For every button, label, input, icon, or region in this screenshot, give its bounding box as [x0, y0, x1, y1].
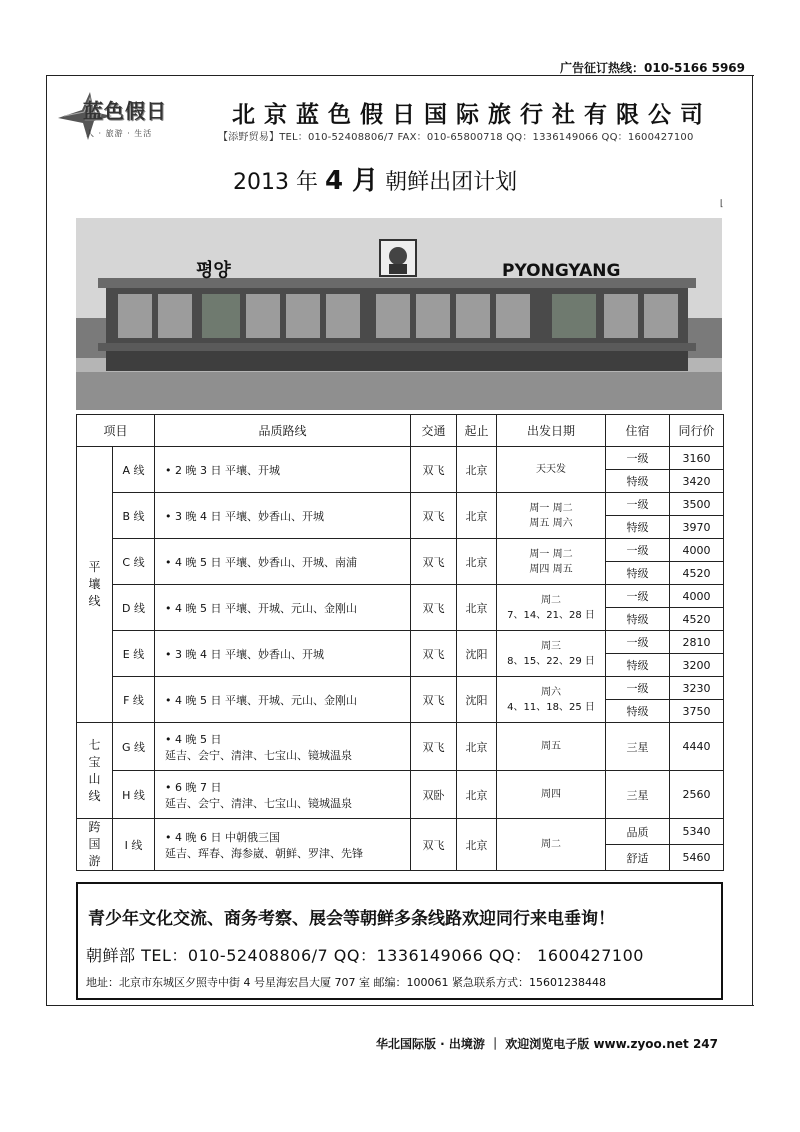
departure-city: 北京 [457, 493, 497, 539]
route-desc: • 3 晚 4 日 平壤、妙香山、开城 [155, 631, 411, 677]
title-subject: 朝鲜出团计划 [385, 170, 518, 195]
header-lodging: 住宿 [606, 415, 670, 447]
region-label: 七 宝 山 线 [77, 723, 113, 819]
departure-city: 北京 [457, 771, 497, 819]
itinerary-table [76, 414, 724, 871]
transport: 双飞 [411, 819, 457, 871]
transport: 双卧 [411, 771, 457, 819]
peer-price: 4520 [670, 608, 724, 631]
route-code: E 线 [113, 631, 155, 677]
header-city: 起止 [457, 415, 497, 447]
route-desc: • 4 晚 5 日 平壤、妙香山、开城、南浦 [155, 539, 411, 585]
departure-dates: 周二 7、14、21、28 日 [497, 585, 606, 631]
departure-city: 北京 [457, 723, 497, 771]
peer-price: 3420 [670, 470, 724, 493]
peer-price: 4520 [670, 562, 724, 585]
header-price: 同行价 [670, 415, 724, 447]
header-transport: 交通 [411, 415, 457, 447]
lodging-level: 一级 [606, 539, 670, 562]
transport: 双飞 [411, 539, 457, 585]
company-name: 北京蓝色假日国际旅行社有限公司 [232, 102, 712, 128]
lodging-level: 特级 [606, 700, 670, 723]
brand-logo-text: 蓝色假日 [83, 99, 167, 123]
route-desc: • 2 晚 3 日 平壤、开城 [155, 447, 411, 493]
page-title [233, 160, 517, 197]
lodging-level: 特级 [606, 608, 670, 631]
transport: 双飞 [411, 493, 457, 539]
lodging-level: 舒适 [606, 845, 670, 871]
lodging-level: 特级 [606, 516, 670, 539]
departure-dates: 周四 [497, 771, 606, 819]
route-desc: • 3 晚 4 日 平壤、妙香山、开城 [155, 493, 411, 539]
transport: 双飞 [411, 447, 457, 493]
departure-dates: 周三 8、15、22、29 日 [497, 631, 606, 677]
departure-dates: 周六 4、11、18、25 日 [497, 677, 606, 723]
route-code: B 线 [113, 493, 155, 539]
peer-price: 3970 [670, 516, 724, 539]
route-desc: • 4 晚 5 日 延吉、会宁、清津、七宝山、镜城温泉 [155, 723, 411, 771]
header-item: 项目 [77, 415, 155, 447]
route-code: I 线 [113, 819, 155, 871]
route-desc: • 4 晚 5 日 平壤、开城、元山、金刚山 [155, 585, 411, 631]
peer-price: 3500 [670, 493, 724, 516]
table-row [77, 723, 724, 771]
bottom-rule [46, 1005, 754, 1006]
peer-price: 2810 [670, 631, 724, 654]
route-code: D 线 [113, 585, 155, 631]
address: 地址：北京市东城区夕照寺中街 4 号星海宏昌大厦 707 室 邮编：100061 紧急联系方式：15601238448 [86, 976, 606, 989]
peer-price: 4440 [670, 723, 724, 771]
table-row [77, 631, 724, 654]
transport: 双飞 [411, 677, 457, 723]
table-row [77, 447, 724, 470]
departure-city: 北京 [457, 539, 497, 585]
airport-building-illustration [76, 218, 722, 410]
route-code: F 线 [113, 677, 155, 723]
transport: 双飞 [411, 723, 457, 771]
region-label: 平 壤 线 [77, 447, 113, 723]
departure-city: 沈阳 [457, 677, 497, 723]
lodging-level: 特级 [606, 654, 670, 677]
ad-hotline: 广告征订热线：010-5166 5969 [560, 61, 746, 75]
sign-korean: 평양 [196, 260, 231, 281]
departure-dates: 天天发 [497, 447, 606, 493]
header-route: 品质路线 [155, 415, 411, 447]
peer-price: 3160 [670, 447, 724, 470]
lodging-level: 一级 [606, 677, 670, 700]
route-desc: • 6 晚 7 日 延吉、会宁、清津、七宝山、镜城温泉 [155, 771, 411, 819]
lodging-level: 一级 [606, 631, 670, 654]
lodging-level: 一级 [606, 447, 670, 470]
transport: 双飞 [411, 631, 457, 677]
peer-price: 2560 [670, 771, 724, 819]
route-code: H 线 [113, 771, 155, 819]
departure-dates: 周二 [497, 819, 606, 871]
peer-price: 4000 [670, 585, 724, 608]
transport: 双飞 [411, 585, 457, 631]
route-code: C 线 [113, 539, 155, 585]
peer-price: 3200 [670, 654, 724, 677]
lodging-level: 一级 [606, 493, 670, 516]
route-desc: • 4 晚 6 日 中朝俄三国 延吉、珲春、海参崴、朝鲜、罗津、先锋 [155, 819, 411, 871]
route-code: A 线 [113, 447, 155, 493]
lodging-level: 品质 [606, 819, 670, 845]
route-desc: • 4 晚 5 日 平壤、开城、元山、金刚山 [155, 677, 411, 723]
lodging-level: 特级 [606, 470, 670, 493]
route-code: G 线 [113, 723, 155, 771]
dept-contact: 朝鲜部 TEL：010-52408806/7 QQ：1336149066 QQ： 1600427100 [86, 946, 644, 965]
departure-city: 北京 [457, 819, 497, 871]
table-row [77, 677, 724, 700]
corner-mark: ⌊ [720, 199, 724, 209]
peer-price: 4000 [670, 539, 724, 562]
table-row [77, 539, 724, 562]
lodging-level: 特级 [606, 562, 670, 585]
departure-dates: 周一 周二 周五 周六 [497, 493, 606, 539]
peer-price: 3230 [670, 677, 724, 700]
table-row [77, 493, 724, 516]
peer-price: 5340 [670, 819, 724, 845]
header-dates: 出发日期 [497, 415, 606, 447]
departure-city: 沈阳 [457, 631, 497, 677]
departure-dates: 周五 [497, 723, 606, 771]
region-label: 跨 国 游 [77, 819, 113, 871]
lodging-level: 一级 [606, 585, 670, 608]
departure-city: 北京 [457, 447, 497, 493]
company-contact: 【添野贸易】TEL：010-52408806/7 FAX：010-65800718 QQ：1336149066 QQ：1600427100 [218, 132, 694, 143]
title-month: 4 月 [324, 166, 379, 196]
brand-tagline: 人 · 旅游 · 生活 [86, 129, 153, 138]
airport-photo [76, 218, 722, 410]
peer-price: 3750 [670, 700, 724, 723]
lodging-level: 三星 [606, 771, 670, 819]
table-row [77, 585, 724, 608]
title-year: 2013 年 [233, 170, 318, 195]
sign-latin: PYONGYANG [502, 261, 621, 281]
slogan: 青少年文化交流、商务考察、展会等朝鲜多条线路欢迎同行来电垂询！ [88, 909, 615, 929]
table-header-row [77, 415, 724, 447]
departure-city: 北京 [457, 585, 497, 631]
table-row [77, 819, 724, 845]
page-footer: 华北国际版 · 出境游 ｜ 欢迎浏览电子版 www.zyoo.net 247 [376, 1037, 718, 1051]
lodging-level: 三星 [606, 723, 670, 771]
departure-dates: 周一 周二 周四 周五 [497, 539, 606, 585]
table-row [77, 771, 724, 819]
peer-price: 5460 [670, 845, 724, 871]
